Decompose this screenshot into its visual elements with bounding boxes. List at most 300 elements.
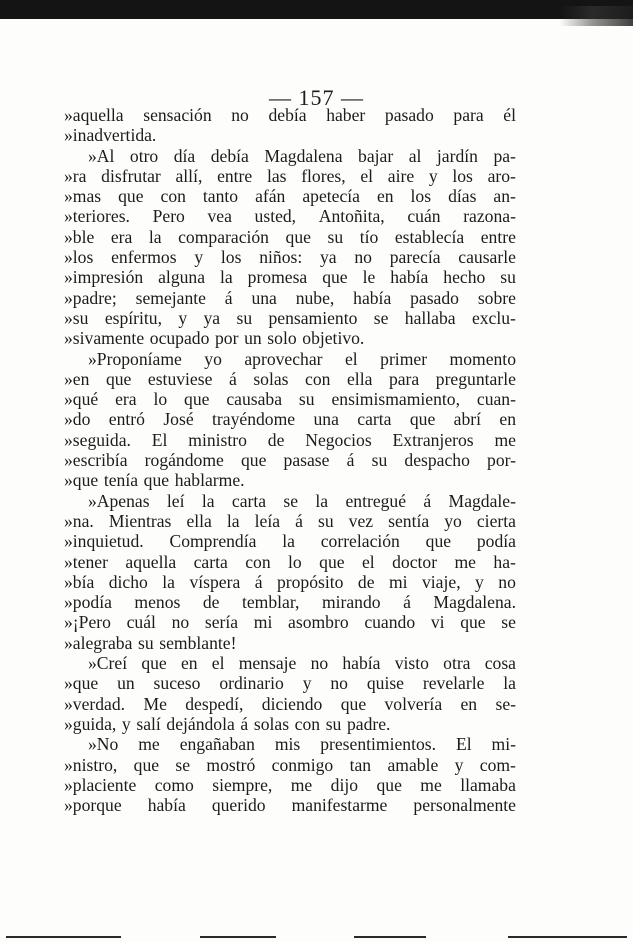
word: leía: [254, 510, 281, 531]
word: la: [162, 571, 175, 592]
word: cuando: [364, 612, 416, 633]
word: que: [376, 774, 402, 795]
word: ordinario: [219, 673, 284, 694]
word: Antoñita,: [318, 206, 385, 227]
footer-rules: [0, 935, 633, 939]
word: de: [267, 429, 285, 450]
word: la: [282, 531, 295, 552]
word: »No: [88, 734, 119, 755]
word: que: [240, 450, 267, 471]
word: »impresión: [64, 267, 144, 288]
word: »que: [64, 673, 99, 694]
word: la: [226, 510, 240, 531]
word: Pero: [152, 206, 185, 227]
word: me: [290, 774, 313, 795]
text-line: [64, 146, 516, 166]
word: los: [452, 165, 473, 186]
word: tío: [359, 226, 379, 247]
word: ensimismamiento,: [331, 389, 460, 410]
word: »sivamente: [64, 328, 145, 349]
word: cosa: [484, 653, 516, 674]
word: dicho: [108, 571, 148, 592]
word: se: [175, 754, 191, 775]
word: no: [330, 673, 348, 694]
word: »inadvertida.: [64, 125, 157, 146]
word: los: [220, 247, 242, 268]
text-line: [64, 775, 516, 795]
word: la: [219, 267, 233, 288]
word: en: [180, 653, 198, 674]
word: me: [494, 429, 516, 450]
word: momento: [449, 348, 516, 369]
word: »los: [64, 247, 94, 268]
text-line: [64, 349, 516, 369]
word: el: [211, 653, 225, 674]
word: usted,: [254, 206, 297, 227]
word: »porque: [64, 795, 122, 816]
word: se: [501, 612, 516, 633]
word: me: [454, 551, 476, 572]
word: preguntarle: [435, 368, 516, 389]
word: con: [294, 713, 321, 734]
word: en: [376, 186, 394, 207]
word: y: [194, 247, 204, 268]
word: aprovechar: [244, 348, 323, 369]
word: pasase: [283, 450, 330, 471]
word: el: [360, 165, 374, 186]
word: en: [460, 693, 478, 714]
text-line: [64, 308, 516, 328]
word: menos: [134, 592, 181, 613]
word: mi: [253, 612, 273, 633]
word: mensaje: [238, 653, 297, 674]
word: causarle: [458, 247, 516, 268]
word: ya: [203, 307, 221, 328]
word: apetecía: [302, 186, 360, 207]
word: á: [423, 490, 432, 511]
word: »seguida.: [64, 429, 131, 450]
word: »qué: [64, 389, 99, 410]
word: la: [315, 490, 329, 511]
word: á: [295, 510, 303, 531]
word: »nistro,: [64, 754, 118, 775]
word: causaba: [226, 389, 283, 410]
word: comparación: [178, 226, 269, 247]
text-line: [64, 166, 516, 186]
footer-rule: [354, 936, 426, 938]
word: en: [499, 409, 516, 430]
word: manifestarme: [291, 795, 388, 816]
word: correlación: [320, 531, 400, 552]
text-line: [64, 592, 516, 612]
word: »en: [64, 368, 90, 389]
word: vez: [348, 510, 374, 531]
word: ministro: [188, 429, 247, 450]
word: »mas: [64, 186, 102, 207]
word: Magdalena: [264, 145, 343, 166]
word: á: [240, 713, 249, 734]
text-line: [64, 734, 516, 754]
word: primer: [380, 348, 428, 369]
text-line: [64, 552, 516, 572]
word: presentimientos.: [320, 734, 437, 755]
word: que: [133, 754, 160, 775]
text-line: [64, 369, 516, 389]
word: había: [147, 795, 186, 816]
word: había: [353, 287, 392, 308]
word: quise: [366, 673, 404, 694]
word: rogándome: [144, 450, 224, 471]
text-line: [64, 125, 516, 145]
word: hecho: [443, 267, 486, 288]
word: »Proponíame: [88, 348, 182, 369]
word: que: [425, 531, 452, 552]
word: que: [409, 409, 436, 430]
word: »podía: [64, 592, 112, 613]
word: carta: [357, 409, 392, 430]
word: despacho: [404, 450, 470, 471]
word: lo: [153, 389, 168, 410]
word: »bía: [64, 571, 95, 592]
word: con: [245, 551, 271, 572]
word: despedí,: [185, 693, 244, 714]
word: niños:: [259, 247, 303, 268]
text-line: [64, 572, 516, 592]
word: pasado: [410, 287, 459, 308]
word: entre: [217, 165, 253, 186]
word: Extranjeros: [392, 429, 474, 450]
word: aquella: [125, 551, 177, 572]
word: suceso: [153, 673, 201, 694]
word: haber: [326, 105, 366, 125]
word: por-: [487, 450, 516, 471]
word: que: [184, 389, 210, 410]
word: promesa: [247, 267, 308, 288]
word: »ra: [64, 165, 87, 186]
word: mostró: [206, 754, 256, 775]
word: tanto: [202, 186, 239, 207]
word: »ble: [64, 226, 95, 247]
word: una: [313, 409, 339, 430]
word: mis: [274, 734, 301, 755]
word: disfrutar: [101, 165, 161, 186]
word: otro: [129, 145, 159, 166]
word: revelarle: [422, 673, 485, 694]
word: siempre,: [212, 774, 273, 795]
word: »placiente: [64, 774, 137, 795]
text-line: [64, 612, 516, 632]
word: leí: [166, 490, 185, 511]
word: debía: [268, 105, 307, 125]
word: salí: [136, 713, 161, 734]
word: con: [305, 368, 331, 389]
word: se: [283, 490, 299, 511]
word: había: [390, 267, 429, 288]
text-line: [64, 795, 516, 815]
text-line: [64, 409, 516, 429]
word: no: [310, 653, 329, 674]
word: su: [327, 226, 344, 247]
word: Mientras: [108, 510, 172, 531]
word: jardín: [436, 145, 478, 166]
word: que: [141, 653, 167, 674]
word: me: [420, 774, 442, 795]
text-line: [64, 673, 516, 693]
text-line: [64, 247, 516, 267]
word: al: [408, 145, 422, 166]
word: Magdale-: [448, 490, 516, 511]
word: Magdalena.: [433, 592, 516, 613]
word: ha-: [493, 551, 516, 572]
footer-rule: [200, 936, 276, 938]
word: de: [202, 592, 220, 613]
word: su: [371, 450, 388, 471]
text-line: [64, 267, 516, 287]
word: debía: [210, 145, 249, 166]
word: que: [118, 186, 144, 207]
word: engañaban: [179, 734, 255, 755]
word: razona-: [463, 206, 516, 227]
text-line: [64, 389, 516, 409]
word: flores,: [301, 165, 346, 186]
word: que: [340, 693, 367, 714]
text-line: [64, 633, 516, 653]
word: enfermos: [111, 247, 177, 268]
word: á: [346, 450, 355, 471]
word: no: [231, 105, 249, 125]
word: cuál: [126, 612, 156, 633]
word: allí,: [175, 165, 203, 186]
word: con: [160, 186, 186, 207]
word: víspera: [189, 571, 241, 592]
word: podía: [476, 531, 516, 552]
word: conmigo: [271, 754, 334, 775]
word: abrí: [453, 409, 481, 430]
word: sentía: [388, 510, 430, 531]
word: propósito: [276, 571, 344, 592]
word: aro-: [487, 165, 516, 186]
word: para: [453, 105, 484, 125]
word: y: [121, 713, 131, 734]
text-line: [64, 531, 516, 551]
word: José: [163, 409, 194, 430]
word: los: [410, 186, 432, 207]
word: un: [117, 673, 135, 694]
word: cuán: [407, 206, 441, 227]
word: mirando: [321, 592, 381, 613]
word: »escribía: [64, 450, 128, 471]
word: Negocios: [305, 429, 372, 450]
word: exclu-: [471, 307, 516, 328]
word: »guida,: [64, 713, 117, 734]
word: dejándola: [166, 713, 235, 734]
body-text: [64, 105, 516, 815]
text-line: [64, 206, 516, 226]
word: semejante: [135, 287, 206, 308]
word: su: [317, 510, 334, 531]
scan-top-edge-noise: [560, 6, 633, 26]
word: que: [105, 368, 132, 389]
word: estuviese: [147, 368, 213, 389]
text-line: [64, 105, 516, 125]
word: la: [148, 226, 162, 247]
word: aire: [387, 165, 415, 186]
text-line: [64, 450, 516, 470]
word: á: [403, 592, 411, 613]
footer-rule: [508, 936, 627, 938]
word: tenía: [103, 470, 139, 491]
word: temblar,: [241, 592, 300, 613]
text-line: [64, 694, 516, 714]
word: no: [354, 247, 372, 268]
word: á: [254, 571, 263, 592]
word: para: [388, 368, 420, 389]
word: ya: [320, 247, 337, 268]
word: su: [325, 713, 342, 734]
word: su: [138, 632, 154, 653]
word: que: [322, 267, 348, 288]
word: parecía: [389, 247, 441, 268]
word: entre: [480, 226, 516, 247]
text-line: [64, 491, 516, 511]
word: sería: [204, 612, 239, 633]
word: »Apenas: [88, 490, 150, 511]
footer-rule: [6, 936, 121, 938]
word: »que: [64, 470, 99, 491]
word: se: [373, 307, 389, 328]
word: llamaba: [460, 774, 516, 795]
word: El: [151, 429, 168, 450]
word: asombro: [288, 612, 349, 633]
word: mi-: [491, 734, 516, 755]
word: »verdad.: [64, 693, 126, 714]
word: trayéndome: [212, 409, 296, 430]
word: era: [115, 389, 137, 410]
word: pasado: [384, 105, 434, 125]
word: dijo: [330, 774, 359, 795]
word: »alegraba: [64, 632, 133, 653]
text-line: [64, 755, 516, 775]
word: Me: [143, 693, 167, 714]
text-line: [64, 288, 516, 308]
word: »do: [64, 409, 91, 430]
word: entró: [108, 409, 145, 430]
word: mi: [388, 571, 408, 592]
word: »su: [64, 307, 89, 328]
word: otra: [443, 653, 471, 674]
word: padre.: [346, 713, 391, 734]
word: personalmente: [413, 795, 516, 816]
word: pensamiento: [268, 307, 358, 328]
word: bajar: [358, 145, 394, 166]
word: el: [344, 348, 358, 369]
word: »teriores.: [64, 206, 130, 227]
word: que: [285, 226, 311, 247]
word: »¡Pero: [64, 612, 111, 633]
word: establecía: [394, 226, 465, 247]
word: diciendo: [261, 693, 323, 714]
word: an-: [493, 186, 516, 207]
word: y: [454, 754, 464, 775]
word: pa-: [493, 145, 516, 166]
word: y: [302, 673, 312, 694]
word: la: [201, 490, 215, 511]
word: vea: [207, 206, 232, 227]
word: por: [215, 328, 239, 349]
word: que: [460, 612, 486, 633]
word: tan: [349, 754, 372, 775]
word: solas: [253, 368, 289, 389]
word: su: [500, 267, 516, 288]
text-line: [64, 714, 516, 734]
text-line: [64, 227, 516, 247]
word: sobre: [477, 287, 516, 308]
word: semblante!: [159, 632, 237, 653]
text-line: [64, 470, 516, 490]
word: querido: [211, 795, 266, 816]
word: que: [319, 551, 345, 572]
word: ocupado: [149, 328, 210, 349]
word: »padre;: [64, 287, 117, 308]
word: »inquietud.: [64, 531, 144, 552]
text-line: [64, 186, 516, 206]
word: su: [236, 307, 253, 328]
word: vi: [430, 612, 445, 633]
word: las: [266, 165, 287, 186]
page-number: — 157 —: [269, 85, 364, 110]
word: »aquella: [64, 105, 124, 125]
word: »Al: [88, 145, 115, 166]
word: solas: [253, 713, 290, 734]
word: objetivo.: [302, 328, 365, 349]
word: El: [455, 734, 472, 755]
word: le: [362, 267, 376, 288]
word: él: [503, 105, 516, 125]
word: »na.: [64, 510, 94, 531]
word: ella: [186, 510, 212, 531]
word: la: [503, 673, 516, 694]
word: sensación: [143, 105, 212, 125]
word: á: [228, 368, 237, 389]
word: carta: [231, 490, 267, 511]
word: me: [138, 734, 160, 755]
word: alguna: [158, 267, 206, 288]
word: y: [428, 165, 438, 186]
word: yo: [444, 510, 462, 531]
word: á: [224, 287, 233, 308]
word: y: [178, 307, 188, 328]
word: el: [361, 551, 375, 572]
word: hablarme.: [174, 470, 245, 491]
word: »Creí: [88, 653, 128, 674]
word: nube,: [295, 287, 335, 308]
word: era: [110, 226, 133, 247]
word: espíritu,: [104, 307, 162, 328]
word: de: [357, 571, 375, 592]
word: como: [154, 774, 194, 795]
scan-top-edge: [0, 0, 633, 19]
text-line: [64, 653, 516, 673]
word: amable: [387, 754, 439, 775]
word: y: [475, 571, 484, 592]
word: día: [173, 145, 196, 166]
word: un: [244, 328, 262, 349]
word: cuan-: [476, 389, 516, 410]
word: ella: [347, 368, 373, 389]
word: yo: [204, 348, 222, 369]
word: carta: [193, 551, 228, 572]
word: que: [143, 470, 170, 491]
